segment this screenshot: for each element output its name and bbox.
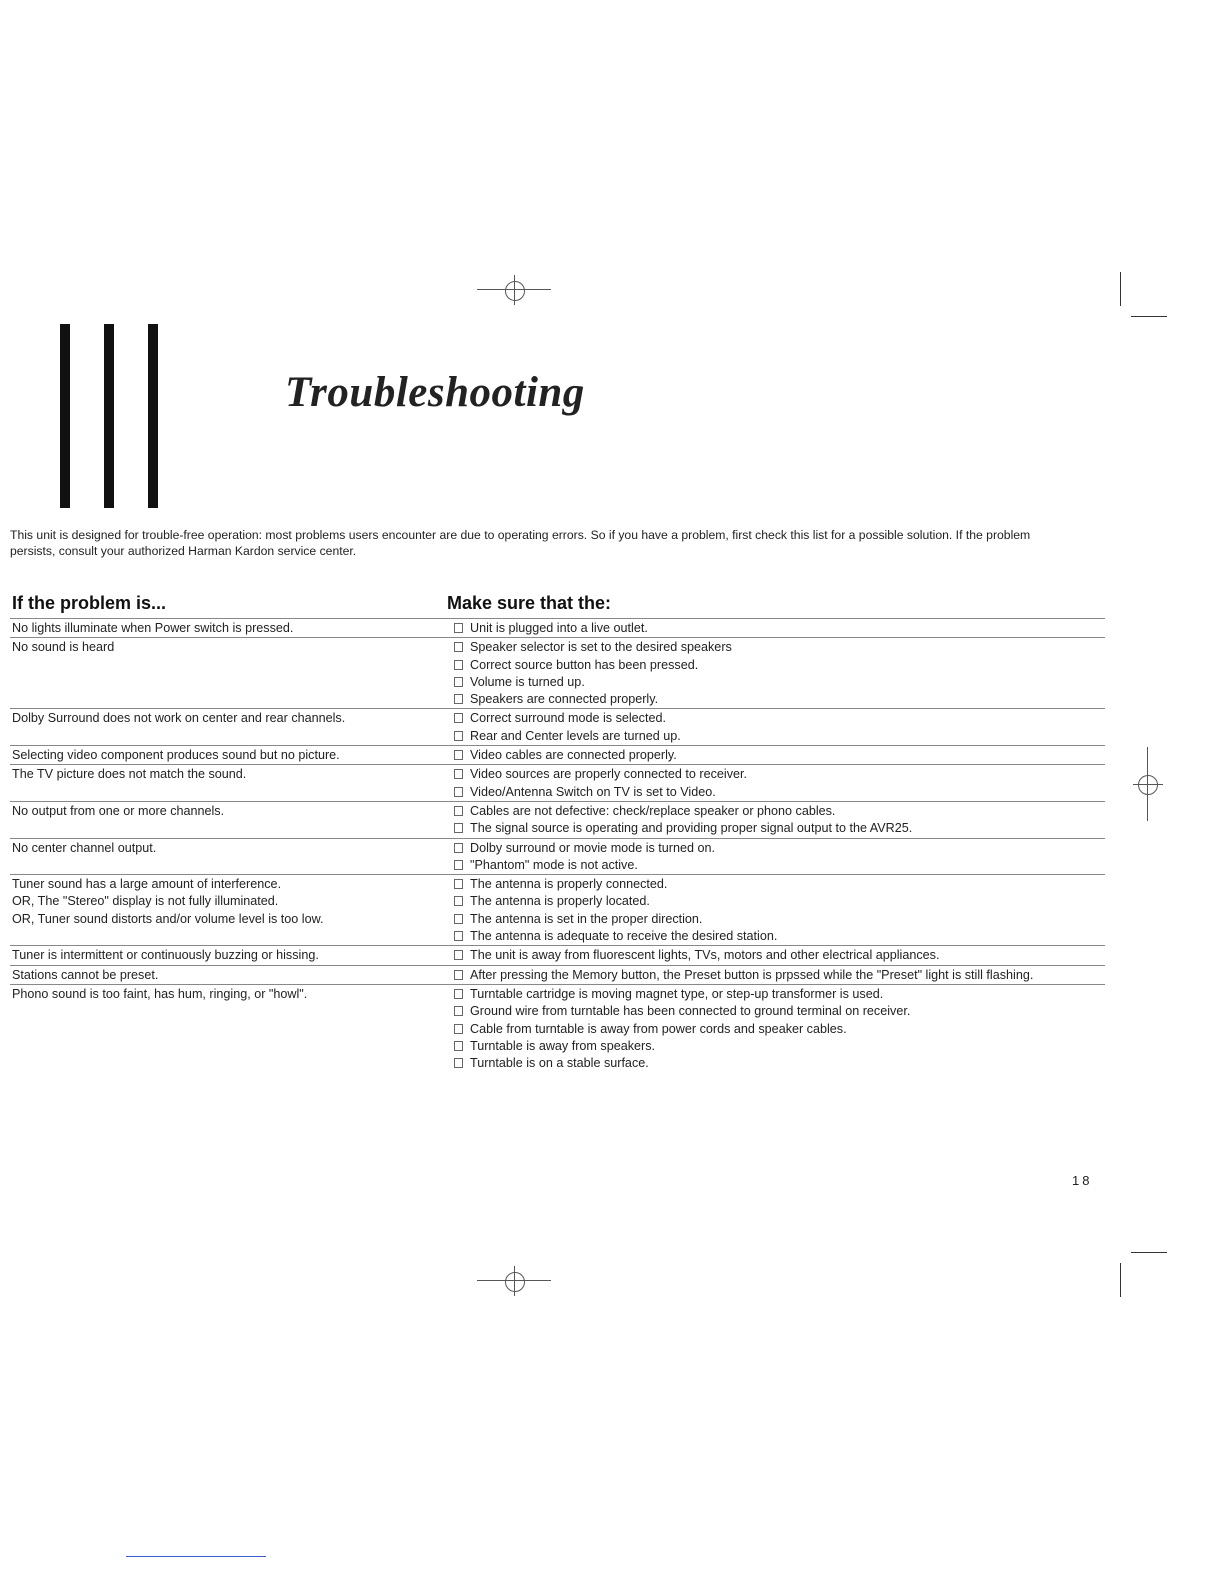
checkbox-icon — [454, 660, 463, 670]
checkbox-icon — [454, 950, 463, 960]
problem-cell — [10, 709, 450, 745]
page-number: 18 — [1072, 1173, 1093, 1188]
problem-text: Stations cannot be preset. — [12, 967, 159, 982]
checkbox-icon — [454, 769, 463, 779]
table-row — [10, 801, 1105, 838]
problem-cell — [10, 966, 450, 984]
crop-mark-bottom-horizontal — [1131, 1252, 1167, 1253]
checklist-item: Video/Antenna Switch on TV is set to Video. — [450, 784, 1105, 801]
problem-cell — [10, 875, 450, 945]
checkbox-icon — [454, 623, 463, 633]
checkbox-icon — [454, 750, 463, 760]
crop-mark-top-horizontal — [1131, 316, 1167, 317]
solution-cell — [450, 802, 1105, 838]
checkbox-icon — [454, 989, 463, 999]
solution-cell — [450, 985, 1105, 1072]
table-row — [10, 945, 1105, 964]
registration-mark-bottom — [477, 1266, 551, 1296]
checkbox-icon — [454, 1058, 463, 1068]
solution-cell — [450, 946, 1105, 964]
checklist-item: Dolby surround or movie mode is turned on. — [450, 840, 1105, 857]
problem-text: OR, The "Stereo" display is not fully illuminated. — [12, 894, 279, 909]
table-row — [10, 965, 1105, 984]
checklist-item: Speaker selector is set to the desired speakers — [450, 639, 1105, 656]
problem-cell — [10, 619, 450, 637]
checkbox-icon — [454, 860, 463, 870]
checkbox-icon — [454, 694, 463, 704]
checklist-item: Ground wire from turntable has been connected to ground terminal on receiver. — [450, 1003, 1105, 1020]
problem-cell — [10, 765, 450, 801]
checklist-item: Correct source button has been pressed. — [450, 657, 1105, 674]
troubleshooting-table — [10, 618, 1105, 1072]
table-row — [10, 618, 1105, 637]
checkbox-icon — [454, 843, 463, 853]
checkbox-icon — [454, 731, 463, 741]
checklist-item: Volume is turned up. — [450, 674, 1105, 691]
checklist-item: Video cables are connected properly. — [450, 747, 1105, 764]
checklist-item: The antenna is adequate to receive the desired station. — [450, 928, 1105, 945]
checklist-item: Rear and Center levels are turned up. — [450, 728, 1105, 745]
problem-cell — [10, 638, 450, 708]
chapter-bar-3 — [148, 324, 158, 508]
checklist-item: Turntable is on a stable surface. — [450, 1055, 1105, 1072]
problem-text: Dolby Surround does not work on center and rear channels. — [12, 711, 346, 726]
checkbox-icon — [454, 713, 463, 723]
checkbox-icon — [454, 1006, 463, 1016]
checklist-item: Correct surround mode is selected. — [450, 710, 1105, 727]
checkbox-icon — [454, 879, 463, 889]
solution-column-header: Make sure that the: — [447, 593, 612, 613]
checkbox-icon — [454, 677, 463, 687]
checklist-item: Speakers are connected properly. — [450, 691, 1105, 708]
checklist-item: The antenna is properly located. — [450, 893, 1105, 910]
checklist-item: The antenna is properly connected. — [450, 876, 1105, 893]
problem-text: No sound is heard — [12, 640, 115, 655]
checkbox-icon — [454, 823, 463, 833]
table-row — [10, 708, 1105, 745]
checklist-item: Unit is plugged into a live outlet. — [450, 620, 1105, 637]
solution-cell — [450, 875, 1105, 945]
problem-cell — [10, 839, 450, 875]
checklist-item: "Phantom" mode is not active. — [450, 857, 1105, 874]
problem-text: Selecting video component produces sound but no picture. — [12, 748, 340, 763]
problem-column-header: If the problem is... — [12, 593, 167, 613]
table-row — [10, 984, 1105, 1072]
checkbox-icon — [454, 1024, 463, 1034]
checklist-item: The unit is away from fluorescent lights, TVs, motors and other electrical appliances. — [450, 947, 1105, 964]
table-row — [10, 874, 1105, 945]
problem-cell — [10, 985, 450, 1072]
chapter-bar-2 — [104, 324, 114, 508]
solution-cell — [450, 765, 1105, 801]
checkbox-icon — [454, 914, 463, 924]
checkbox-icon — [454, 787, 463, 797]
chapter-bar-1 — [60, 324, 70, 508]
checkbox-icon — [454, 806, 463, 816]
crop-mark-bottom-vertical — [1120, 1263, 1121, 1297]
solution-cell — [450, 746, 1105, 764]
checklist-item: After pressing the Memory button, the Preset button is prpssed while the "Preset" light is still flashing. — [450, 967, 1105, 984]
checkbox-icon — [454, 970, 463, 980]
crop-mark-top-vertical — [1120, 272, 1121, 306]
problem-text: No lights illuminate when Power switch is pressed. — [12, 621, 294, 635]
problem-text: No center channel output. — [12, 840, 157, 855]
checkbox-icon — [454, 642, 463, 652]
problem-text: Phono sound is too faint, has hum, ringing, or "howl". — [12, 986, 308, 1001]
problem-cell — [10, 802, 450, 838]
problem-text: Tuner sound has a large amount of interference. — [12, 877, 282, 892]
registration-mark-top — [477, 275, 551, 305]
table-row — [10, 838, 1105, 875]
solution-cell — [450, 619, 1105, 637]
problem-cell — [10, 746, 450, 764]
solution-cell — [450, 638, 1105, 708]
checklist-item: Turntable is away from speakers. — [450, 1038, 1105, 1055]
checklist-item: Turntable cartridge is moving magnet type, or step-up transformer is used. — [450, 986, 1105, 1003]
checkbox-icon — [454, 931, 463, 941]
intro-paragraph: This unit is designed for trouble-free operation: most problems users encounter are due to operating errors. So if you have a problem, first check this list for a possible solution. If the problem persists, consult your authorized Harman Kardon service center. — [10, 528, 1031, 558]
solution-cell — [450, 839, 1105, 875]
problem-text: No output from one or more channels. — [12, 803, 225, 818]
checkbox-icon — [454, 1041, 463, 1051]
problem-text: The TV picture does not match the sound. — [12, 767, 247, 782]
problem-cell — [10, 946, 450, 964]
checklist-item: Cables are not defective: check/replace speaker or phono cables. — [450, 803, 1105, 820]
checklist-item: The signal source is operating and providing proper signal output to the AVR25. — [450, 820, 1105, 837]
registration-mark-right — [1133, 747, 1163, 821]
table-row — [10, 745, 1105, 764]
table-row — [10, 637, 1105, 708]
bottom-rule — [126, 1556, 266, 1557]
table-row — [10, 764, 1105, 801]
problem-text: Tuner is intermittent or continuously buzzing or hissing. — [12, 948, 319, 963]
solution-cell — [450, 966, 1105, 984]
page-title: Troubleshooting — [285, 369, 585, 416]
checklist-item: Cable from turntable is away from power cords and speaker cables. — [450, 1021, 1105, 1038]
checklist-item: The antenna is set in the proper direction. — [450, 911, 1105, 928]
checkbox-icon — [454, 896, 463, 906]
problem-text: OR, Tuner sound distorts and/or volume level is too low. — [12, 911, 324, 926]
checklist-item: Video sources are properly connected to receiver. — [450, 766, 1105, 783]
solution-cell — [450, 709, 1105, 745]
